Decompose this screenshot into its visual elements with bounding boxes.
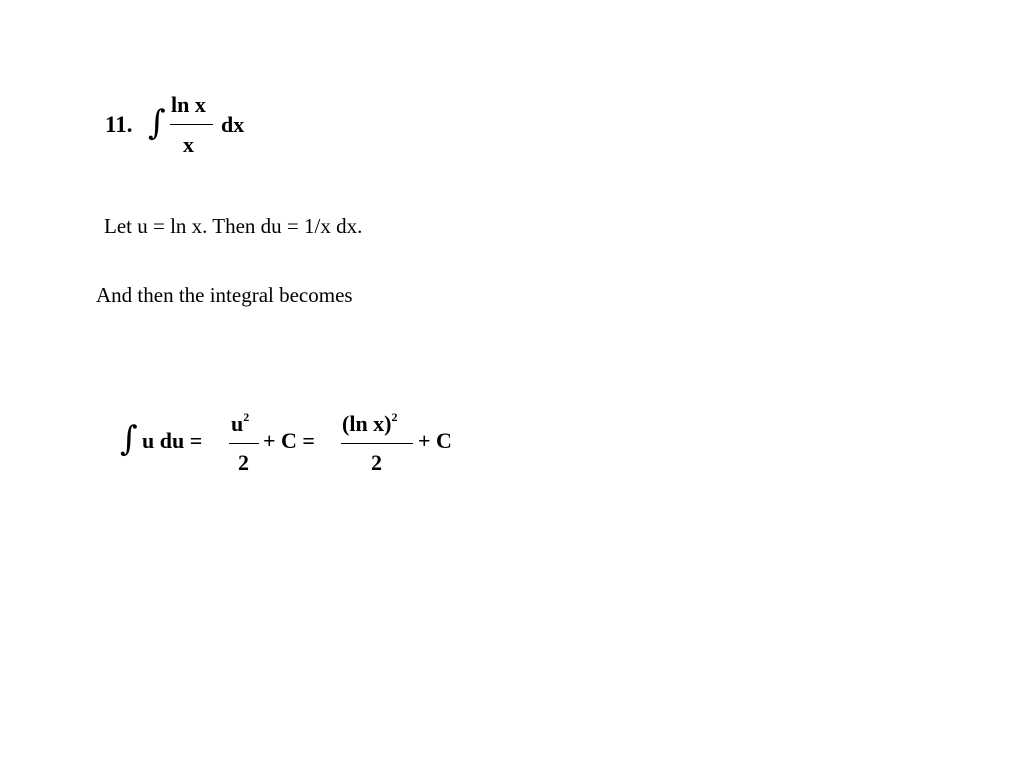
problem-differential: dx	[221, 112, 245, 137]
result-frac2-exponent: 2	[391, 410, 398, 424]
result-integrand: u du =	[142, 428, 203, 453]
problem-denominator: x	[183, 132, 194, 157]
result-middle: + C =	[263, 428, 315, 453]
problem-number: 11.	[105, 112, 133, 137]
result-integral-sign-icon: ∫	[120, 419, 138, 459]
result-frac2-numerator: (ln x)$^2$	[342, 410, 398, 436]
result-frac1-numerator: $u^2$	[231, 410, 250, 436]
result-end: + C	[418, 428, 452, 453]
result-frac1-denominator: 2	[238, 450, 249, 475]
integral-sign-icon: ∫	[148, 103, 166, 143]
result-frac2-bar	[341, 443, 413, 444]
transition-text: And then the integral becomes	[96, 283, 353, 307]
result-frac1-bar	[229, 443, 259, 444]
result-frac2-denominator: 2	[371, 450, 382, 475]
substitution-text: Let u = ln x. Then du = 1/x dx.	[104, 214, 363, 238]
result-frac1-exponent: 2	[243, 410, 250, 424]
problem-numerator: ln x	[171, 92, 206, 117]
problem-fraction-bar	[170, 124, 213, 125]
